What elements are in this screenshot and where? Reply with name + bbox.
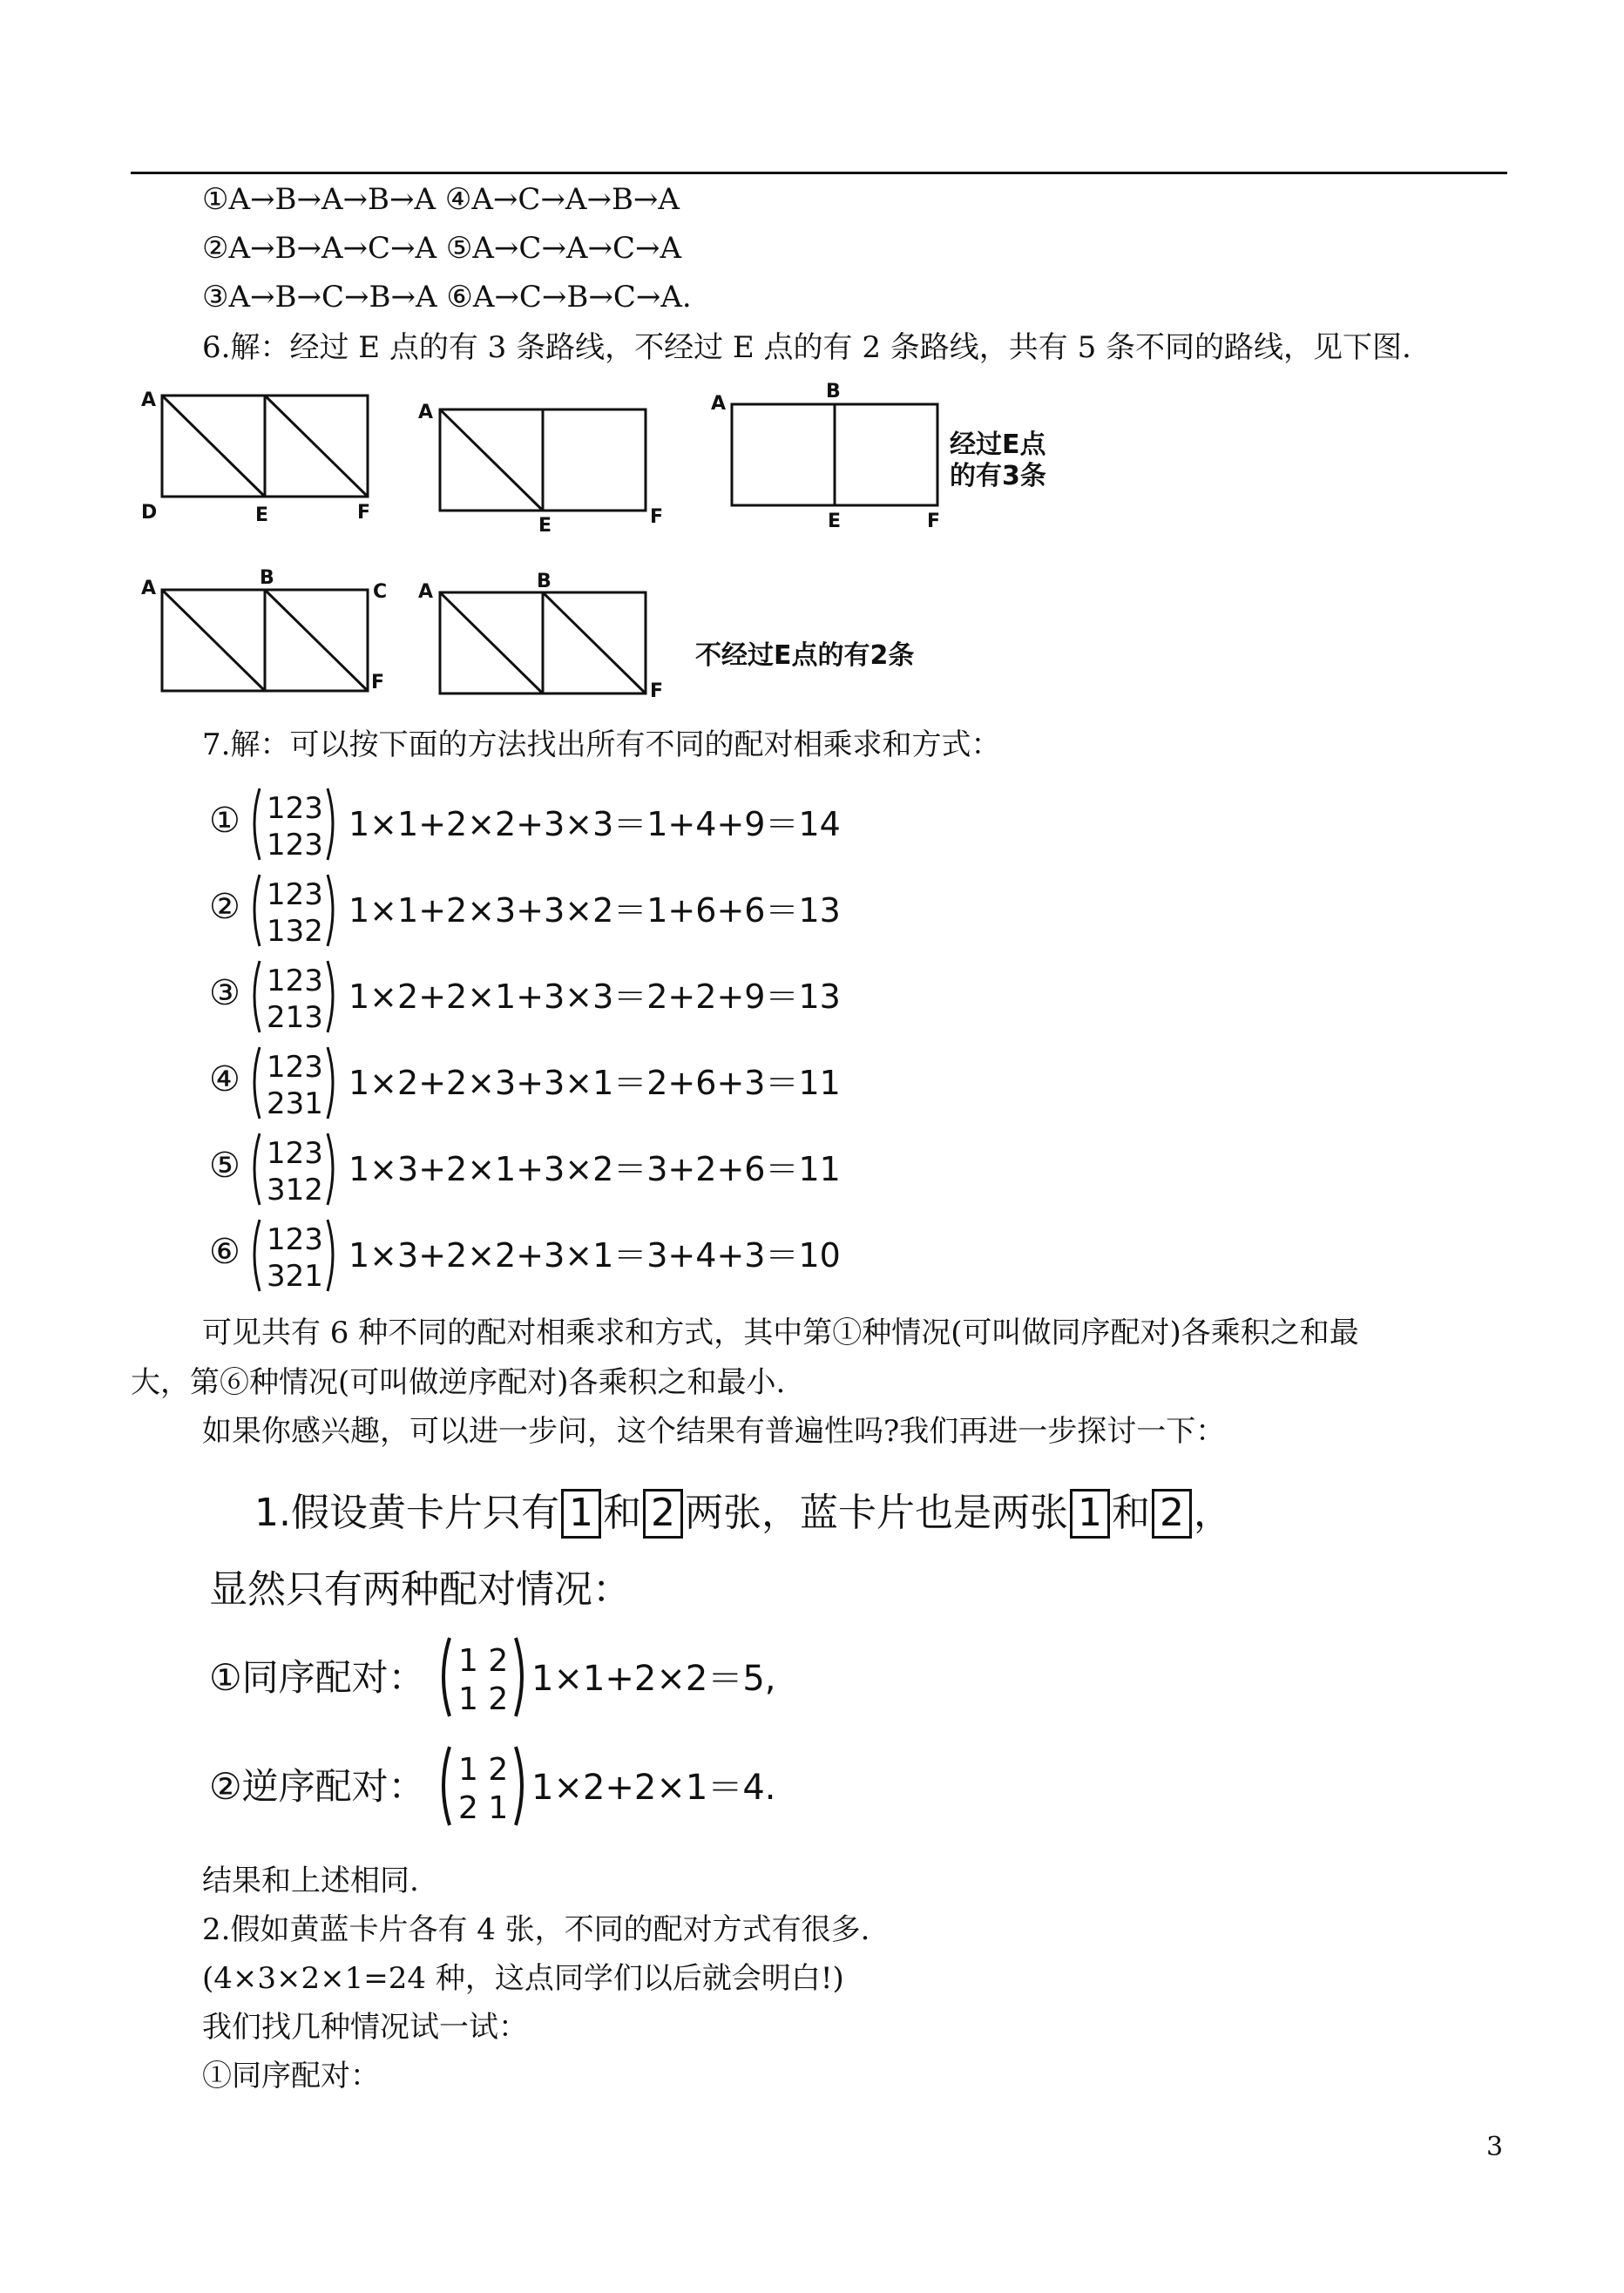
left-paren	[254, 961, 260, 1032]
route-line-3: ③A→B→C→B→A ⑥A→C→B→C→A.	[202, 280, 692, 315]
tail-line-3: (4×3×2×1=24 种，这点同学们以后就会明白!)	[202, 1961, 844, 1996]
equation-top-row: 123	[267, 877, 323, 912]
left-paren	[254, 875, 260, 946]
left-paren	[254, 1220, 260, 1291]
paragraph-1-line-2: 大，第⑥种情况(可叫做逆序配对)各乘积之和最小.	[131, 1365, 786, 1400]
card-box-3: 1	[1070, 1489, 1110, 1539]
equations-block	[209, 780, 993, 1302]
page-number: 3	[1486, 2132, 1504, 2162]
equation-top-row: 123	[267, 964, 323, 998]
reverse-order-top: 1 2	[458, 1752, 509, 1788]
right-paren	[328, 1047, 333, 1119]
q7-solution: 7.解：可以按下面的方法找出所有不同的配对相乘求和方式：	[202, 727, 1001, 762]
reverse-order-label: ②逆序配对：	[209, 1765, 425, 1808]
equation-expression: 1×3+2×1+3×2＝3+2+6＝11	[348, 1150, 841, 1188]
equation-row	[209, 875, 841, 949]
header-rule	[131, 172, 1507, 174]
fig1-label-e: E	[255, 504, 269, 526]
two-card-text-e: ，	[1193, 1491, 1232, 1535]
card-box-4: 2	[1152, 1489, 1192, 1539]
fig3-label-f: F	[927, 511, 941, 532]
equation-bottom-row: 321	[267, 1259, 323, 1294]
tail-line-4: 我们找几种情况试一试：	[202, 2010, 528, 2045]
q6-solution: 6.解：经过 E 点的有 3 条路线，不经过 E 点的有 2 条路线，共有 5 条不同的路线，见下图.	[202, 330, 1411, 365]
equation-top-row: 123	[267, 1222, 323, 1257]
right-paren	[328, 788, 333, 860]
equation-marker: ⑥	[209, 1232, 240, 1272]
equation-bottom-row: 231	[267, 1086, 323, 1121]
fig3-label-b: B	[826, 381, 841, 402]
fig3-label-e: E	[828, 511, 842, 532]
same-order-top: 1 2	[458, 1643, 509, 1679]
equation-marker: ③	[209, 973, 240, 1013]
fig4-label-b: B	[260, 567, 274, 589]
fig4-label-f: F	[371, 672, 385, 693]
equation-expression: 1×1+2×2+3×3＝1+4+9＝14	[348, 805, 841, 843]
equation-expression: 1×2+2×3+3×1＝2+6+3＝11	[348, 1064, 841, 1102]
two-card-equations	[209, 1629, 906, 1838]
tail-line-2: 2.假如黄蓝卡片各有 4 张，不同的配对方式有很多.	[202, 1912, 870, 1947]
reverse-order-bottom: 2 1	[458, 1790, 509, 1826]
tail-line-1: 结果和上述相同.	[202, 1863, 419, 1898]
fig1-label-f: F	[357, 502, 371, 524]
equation-bottom-row: 312	[267, 1173, 323, 1207]
fig1-label-d: D	[141, 502, 158, 524]
equation-marker: ④	[209, 1059, 240, 1099]
paragraph-2: 如果你感兴趣，可以进一步问，这个结果有普遍性吗?我们再进一步探讨一下：	[202, 1414, 1226, 1449]
same-order-expr: 1×1+2×2＝5,	[531, 1659, 776, 1699]
equation-marker: ⑤	[209, 1146, 240, 1186]
equation-expression: 1×2+2×1+3×3＝2+2+9＝13	[348, 977, 841, 1016]
reverse-order-expr: 1×2+2×1＝4.	[531, 1768, 776, 1808]
fig4-label-a: A	[141, 578, 157, 599]
paragraph-1-line-1: 可见共有 6 种不同的配对相乘求和方式，其中第①种情况(可叫做同序配对)各乘积之和最	[202, 1316, 1359, 1350]
equation-row	[209, 1133, 841, 1207]
two-card-text-a: 1.假设黄卡片只有	[254, 1491, 559, 1535]
not-pass-e-note: 不经过E点的有2条	[695, 640, 915, 671]
card-box-2: 2	[643, 1489, 683, 1539]
equation-row	[209, 961, 841, 1035]
two-card-intro	[254, 1481, 1232, 1539]
equation-bottom-row: 132	[267, 914, 323, 949]
left-paren	[254, 1133, 260, 1205]
fig1-label-a: A	[141, 389, 157, 411]
equation-bottom-row: 123	[267, 828, 323, 862]
route-line-2: ②A→B→A→C→A ⑤A→C→A→C→A	[202, 231, 682, 266]
route-figures	[131, 375, 1089, 706]
equation-marker: ①	[209, 801, 240, 841]
right-paren	[328, 961, 333, 1032]
fig5-label-a: A	[418, 581, 434, 603]
equation-row	[209, 1220, 841, 1294]
two-case-note: 显然只有两种配对情况：	[209, 1567, 631, 1612]
fig2-label-f: F	[650, 506, 664, 528]
fig5-label-b: B	[537, 571, 551, 592]
two-card-text-d: 和	[1111, 1491, 1150, 1535]
equation-top-row: 123	[267, 1050, 323, 1085]
right-paren	[328, 1133, 333, 1205]
pass-e-note-1: 经过E点	[950, 430, 1046, 460]
two-card-text-b: 和	[602, 1491, 641, 1535]
fig3-label-a: A	[711, 393, 727, 415]
equation-top-row: 123	[267, 1136, 323, 1171]
route-line-1: ①A→B→A→B→A ④A→C→A→B→A	[202, 182, 680, 217]
right-paren	[328, 875, 333, 946]
right-paren	[328, 1220, 333, 1291]
equation-marker: ②	[209, 887, 240, 927]
equation-expression: 1×3+2×2+3×1＝3+4+3＝10	[348, 1236, 841, 1275]
pass-e-note-2: 的有3条	[950, 461, 1046, 491]
fig5-label-f: F	[650, 680, 664, 702]
equation-top-row: 123	[267, 791, 323, 826]
fig2-label-e: E	[538, 515, 552, 537]
fig4-label-c: C	[373, 581, 388, 603]
equation-expression: 1×1+2×3+3×2＝1+6+6＝13	[348, 891, 841, 930]
card-box-1: 1	[561, 1489, 601, 1539]
same-order-label: ①同序配对：	[209, 1656, 425, 1699]
equation-row	[209, 788, 841, 862]
fig2-label-a: A	[418, 402, 434, 423]
tail-line-5: ①同序配对：	[202, 2059, 380, 2093]
same-order-bottom: 1 2	[458, 1681, 509, 1717]
left-paren	[254, 1047, 260, 1119]
two-card-text-c: 两张，蓝卡片也是两张	[684, 1491, 1068, 1535]
left-paren	[254, 788, 260, 860]
equation-bottom-row: 213	[267, 1000, 323, 1035]
equation-row	[209, 1047, 841, 1121]
